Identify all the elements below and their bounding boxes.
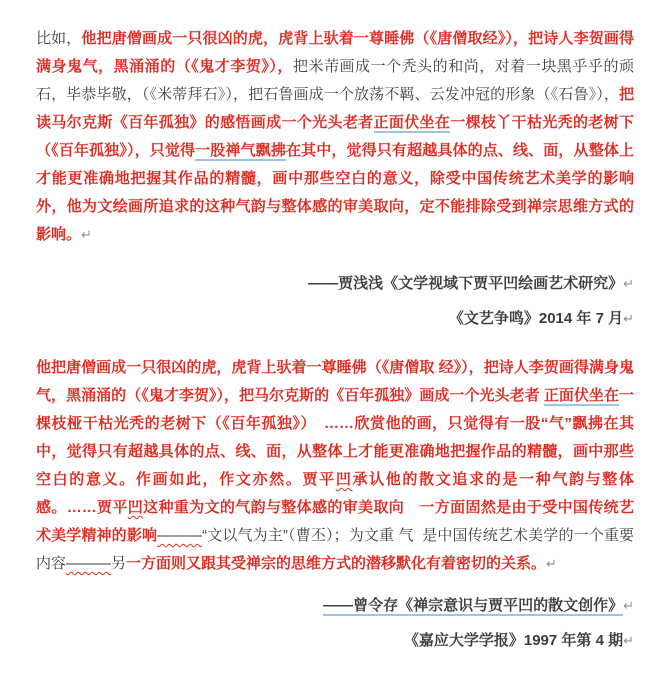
text-run: ——— [66,555,112,572]
paragraph-mark-icon: ↵ [81,227,92,242]
text-run: 另 [111,555,127,572]
text-run: 《嘉应大学学报》1997 年第 4 期 [403,632,624,649]
text-run: 一股禅气飘拂 [195,142,286,159]
text-run: 把读马尔克斯《百年孤独》的感悟画成一个光头老者 [36,86,634,131]
text-run: 他把唐僧画成一只很凶的虎，虎背上驮着一尊睡佛（《唐僧取 经》），把诗人李贺画得满身鬼气，黑涌涌的（《鬼才李贺》），把马尔克斯的《百年孤独》画成一个光头老者 [36,359,634,404]
text-run: 一方面则又跟其受禅宗的思维方式的潜移默化有着密切的关系。 [126,555,547,572]
text-run: “文以气为主”（曹丕）；为文重 气 是中国传统艺术美学的一个重要内容 [36,527,634,572]
citation-journal-1 [36,305,634,333]
citation-journal-2 [36,627,634,655]
text-run: 凹 [127,499,144,516]
quote-paragraph-1 [36,25,634,249]
paragraph-mark-icon: ↵ [623,633,634,648]
text-run: 一棵枝丫干枯光秃的老树下（《百年孤独》），只觉得 [36,114,634,159]
paragraph-mark-icon: ↵ [623,276,634,291]
text-run: ——贾浅浅《文学视域下贾平凹绘画艺术研究》 [308,275,624,292]
citation-author-2 [36,592,634,620]
text-run: 凹 [335,471,353,488]
text-run: 《文艺争鸣》2014 年 7 月 [448,310,624,327]
text-run: ——— [157,527,203,544]
text-run: 他把唐僧画成一只很凶的虎，虎背上驮着一尊睡佛（《唐僧取经》），把诗人李贺画得满身鬼气，黑涌涌的（《鬼才李贺》）， [36,30,634,75]
text-run: 一棵枝桠干枯光秃的老树下（《百年孤独》） ……欣赏他的画，只觉得有一股“气”飘拂在其中，觉得只有超越具体的点、线、面，从整体上才能更准确地把握作品的精髓，画中那些空白的意义。作画如此，作文亦然。贾平 [36,387,634,488]
text-run: 把米芾画成一个秃头的和尚，对着一块黑乎乎的顽石，毕恭毕敬，（《米蒂拜石》），把石鲁画成一个放荡不羁、云发冲冠的形象（《石鲁》）， [36,58,634,103]
text-run: 在其中，觉得只有超越具体的点、线、面，从整体上才能更准确地把握其作品的精髓，画中那些空白的意义，除受中国传统艺术美学的影响外，他为文绘画所追求的这种气韵与整体感的审美取向，定不能排除受到禅宗思维方式的影响。 [36,142,634,243]
paragraph-mark-icon: ↵ [546,556,557,571]
text-run: 承认他的散文追求的是一种气韵与整体感。……贾平 [36,471,634,516]
citation-author-1 [36,270,634,298]
paragraph-mark-icon: ↵ [623,311,634,326]
quote-paragraph-2 [36,354,634,578]
paragraph-mark-icon: ↵ [623,598,634,613]
text-run: 比如， [36,30,82,47]
text-run: 正面伏坐在 [543,387,619,404]
text-run: 正面伏坐在 [373,114,451,131]
text-run: ——曾令存《禅宗意识与贾平凹的散文创作》 [323,597,624,614]
text-run: 这种重为文的气韵与整体感的审美取向 一方面固然是由于受中国传统艺术美学精神的影响 [36,499,634,544]
